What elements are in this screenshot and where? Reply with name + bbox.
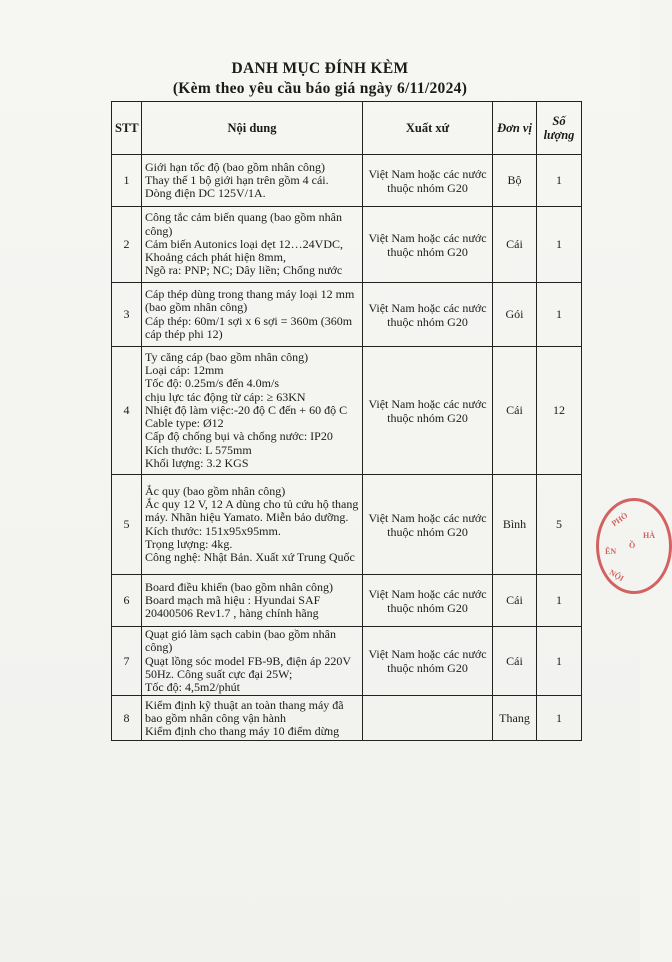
row-quantity: 5 [537,475,582,575]
row-quantity: 1 [537,696,582,741]
row-quantity: 1 [537,575,582,627]
table-row [112,347,582,475]
row-quantity: 1 [537,283,582,347]
row-unit: Bộ [493,155,537,207]
row-stt: 3 [112,283,142,347]
content-line: Board điều khiển (bao gồm nhân công) [145,579,333,594]
content-line: Cấp độ chống bụi và chống nước: IP20 [145,429,333,444]
row-content [142,347,363,475]
content-line: Ắc quy 12 V, 12 A dùng cho tủ cứu hộ thang máy. Nhãn hiệu Yamato. Miễn bảo dưỡng. [145,496,359,525]
content-line: Giới hạn tốc độ (bao gồm nhân công) [145,159,325,174]
row-quantity: 1 [537,155,582,207]
content-line: Ngõ ra: PNP; NC; Dây liền; Chống nước [145,263,343,278]
document-subtitle: (Kèm theo yêu cầu báo giá ngày 6/11/2024) [172,80,468,97]
row-content [142,155,363,207]
header-content: Nội dung [142,102,363,155]
row-unit: Gói [493,283,537,347]
table-row [112,475,582,575]
row-quantity: 1 [537,207,582,283]
row-unit: Bình [493,475,537,575]
row-unit: Cái [493,627,537,696]
row-content [142,475,363,575]
content-line: Board mạch mã hiệu : Hyundai SAF 20400506 Rev1.7 , hàng chính hãng [145,592,321,621]
items-table [111,101,582,741]
content-line: Quạt gió làm sạch cabin (bao gồm nhân công) [145,627,336,655]
row-stt: 8 [112,696,142,741]
content-line: Dòng điện DC 125V/1A. [145,186,266,201]
content-line: Trọng lượng: 4kg. [145,536,233,551]
content-line: Tốc độ: 0.25m/s đến 4.0m/s [145,376,279,391]
row-content [142,627,363,696]
content-line: Ty căng cáp (bao gồm nhân công) [145,349,309,364]
row-content [142,696,363,741]
row-origin: Việt Nam hoặc các nước thuộc nhóm G20 [363,283,493,347]
row-quantity: 12 [537,347,582,475]
table-row [112,155,582,207]
content-line: Quạt lồng sóc model FB-9B, điện áp 220V 50Hz. Công suất cực đại 25W; [145,653,351,681]
header-origin: Xuất xứ [363,102,493,155]
row-origin [363,696,493,741]
row-origin: Việt Nam hoặc các nước thuộc nhóm G20 [363,347,493,475]
content-line: Kích thước: L 575mm [145,442,252,457]
table-row [112,627,582,696]
content-line: Cable type: Ø12 [145,416,224,431]
row-stt: 2 [112,207,142,283]
table-row [112,283,582,347]
row-stt: 5 [112,475,142,575]
table-row [112,696,582,741]
row-origin: Việt Nam hoặc các nước thuộc nhóm G20 [363,475,493,575]
header-unit: Đơn vị [493,102,537,155]
row-origin: Việt Nam hoặc các nước thuộc nhóm G20 [363,207,493,283]
row-stt: 6 [112,575,142,627]
row-origin: Việt Nam hoặc các nước thuộc nhóm G20 [363,627,493,696]
content-line: Thay thế 1 bộ giới hạn trên gồm 4 cái. [145,172,329,187]
content-line: chịu lực tác động từ cáp: ≥ 63KN [145,389,306,404]
row-origin: Việt Nam hoặc các nước thuộc nhóm G20 [363,155,493,207]
row-quantity: 1 [537,627,582,696]
content-line: Công nghệ: Nhật Bản. Xuất xứ Trung Quốc [145,550,355,565]
content-line: Loại cáp: 12mm [145,362,224,377]
row-content [142,207,363,283]
table-row [112,207,582,283]
content-line: Cáp thép: 60m/1 sợi x 6 sợi = 360m (360m cáp thép phi 12) [145,313,353,341]
row-stt: 1 [112,155,142,207]
row-unit: Thang [493,696,537,741]
content-line: Kiểm định kỹ thuật an toàn thang máy đã bao gồm nhân công vận hành [145,697,344,725]
content-line: Ắc quy (bao gồm nhân công) [145,483,286,498]
table-row [112,575,582,627]
content-line: Khối lượng: 3.2 KGS [145,456,249,471]
row-origin: Việt Nam hoặc các nước thuộc nhóm G20 [363,575,493,627]
content-line: Kiểm định cho thang máy 10 điểm dừng [145,724,340,739]
content-line: Tốc độ: 4,5m2/phút [145,680,240,695]
document-title: DANH MỤC ĐÍNH KÈM [231,60,409,77]
row-stt: 4 [112,347,142,475]
row-unit: Cái [493,207,537,283]
content-line: Khoảng cách phát hiện 8mm, [145,250,286,265]
content-line: Công tắc cảm biến quang (bao gồm nhân công) [145,210,342,238]
row-unit: Cái [493,575,537,627]
row-unit: Cái [493,347,537,475]
row-content [142,283,363,347]
table-header-row [112,102,582,155]
content-line: Cáp thép dùng trong thang máy loại 12 mm (bao gồm nhân công) [145,286,355,315]
red-stamp-seal: PHÒ Ồ ÊN HÀ NỘI [596,498,672,594]
header-stt: STT [112,102,142,155]
header-quantity: Số lượng [537,102,582,155]
row-content [142,575,363,627]
content-line: Cảm biến Autonics loại dẹt 12…24VDC, [145,236,343,251]
content-line: Kích thước: 151x95x95mm. [145,523,281,538]
content-line: Nhiệt độ làm việc:-20 độ C đến + 60 độ C [145,402,348,417]
row-stt: 7 [112,627,142,696]
